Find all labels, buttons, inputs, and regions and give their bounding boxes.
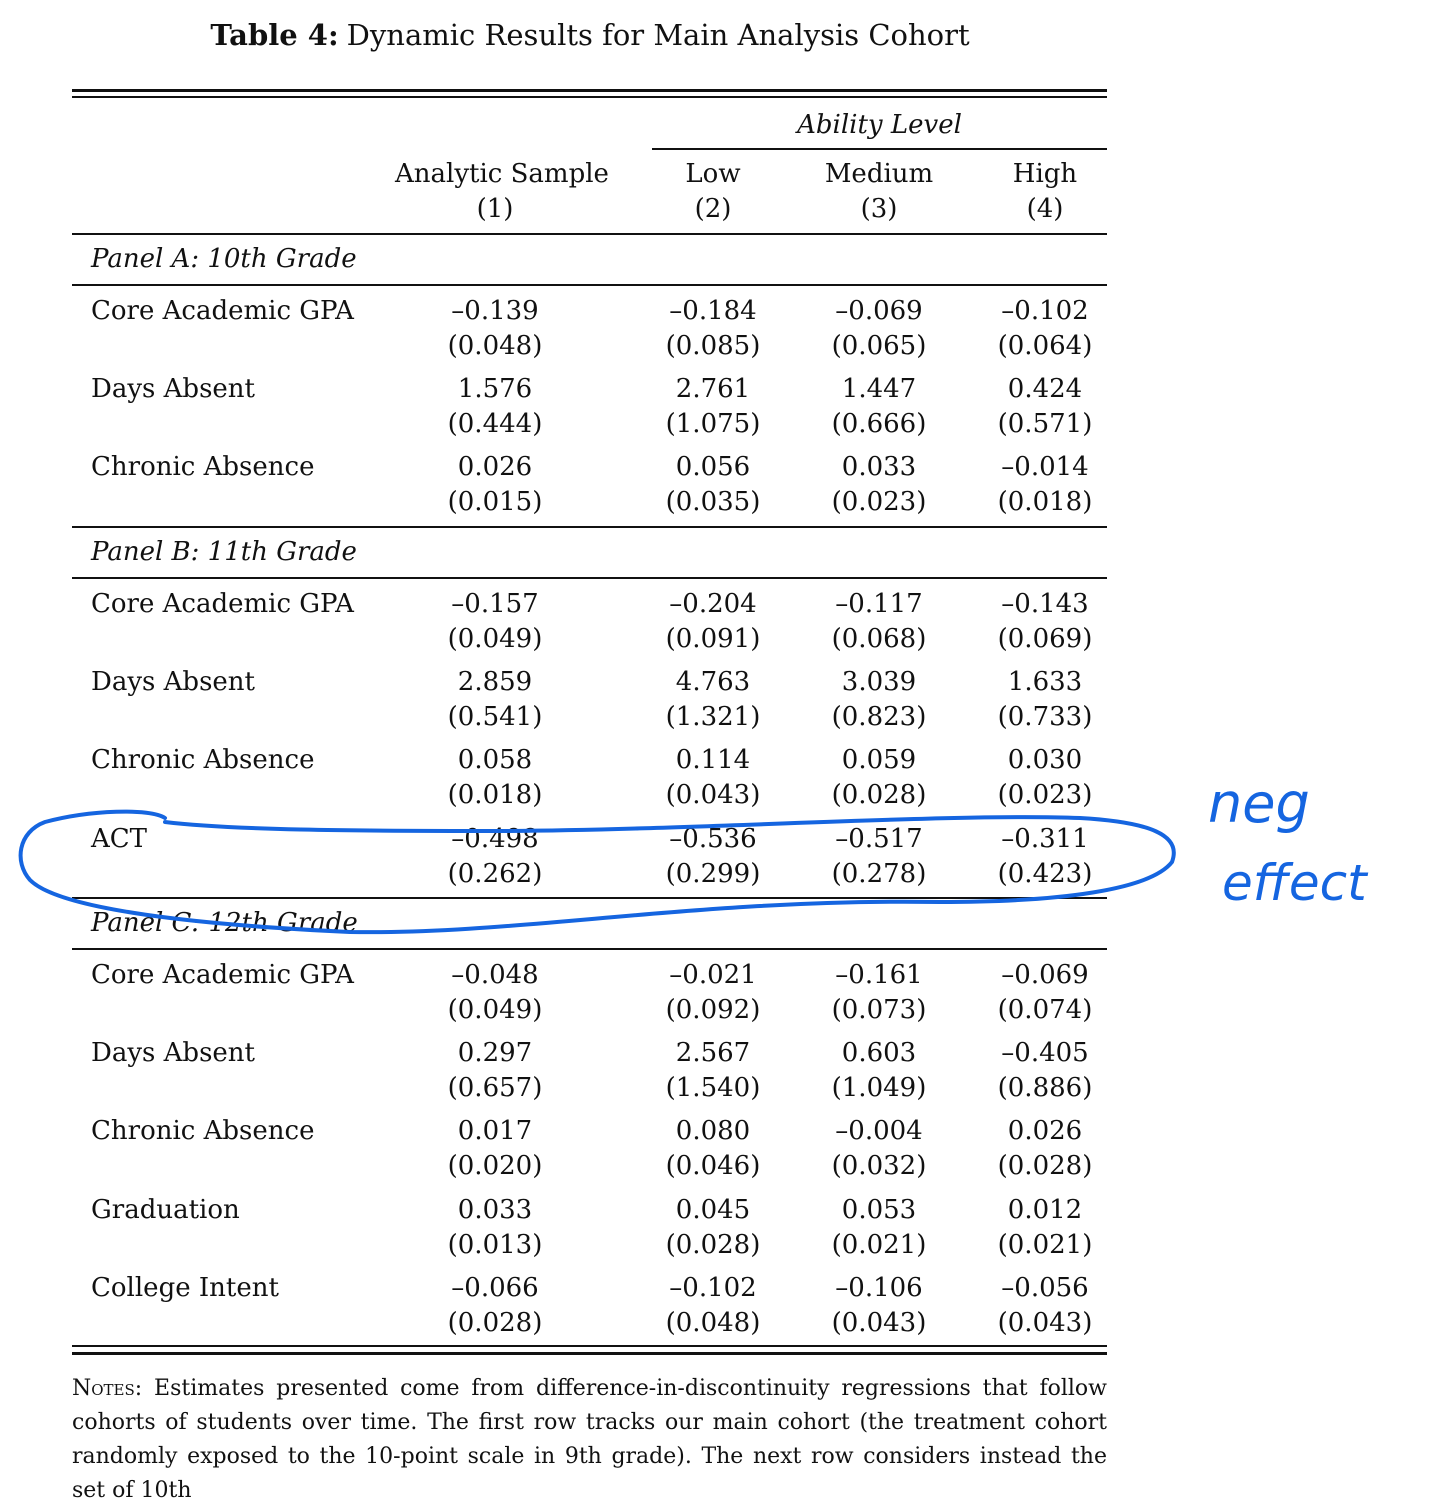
estimate-cell: –0.066 <box>451 1272 539 1303</box>
estimate-cell: 2.859 <box>457 667 533 698</box>
std-error-cell: (0.278) <box>831 858 927 889</box>
row-label: Core Academic GPA <box>91 960 354 990</box>
estimate-cell: –0.204 <box>669 589 757 619</box>
notes-text: Estimates presented come from difference-in-discontinuity regressions that follow cohorts of students over time. The first row tracks our main cohort (the treatment cohort randomly exposed to the 10-point scale in 9th grade). The next row considers instead the set of 10th <box>72 1376 1108 1503</box>
estimate-cell: –0.117 <box>835 589 923 619</box>
std-error-cell: (0.657) <box>447 1073 543 1104</box>
notes-label: Notes: <box>72 1376 143 1401</box>
estimate-cell: 0.017 <box>457 1116 533 1147</box>
row-label: Chronic Absence <box>91 1116 315 1147</box>
estimate-cell: 0.059 <box>841 745 917 776</box>
column-number: (2) <box>694 194 732 224</box>
estimate-cell: 0.603 <box>841 1038 917 1069</box>
estimate-cell: 2.567 <box>675 1038 751 1069</box>
std-error-cell: (0.444) <box>447 409 543 440</box>
estimate-cell: 0.424 <box>1007 374 1083 405</box>
estimate-cell: –0.069 <box>1001 960 1089 990</box>
estimate-cell: –0.014 <box>1001 452 1089 483</box>
std-error-cell: (0.085) <box>665 331 761 361</box>
estimate-cell: 0.080 <box>675 1116 751 1147</box>
estimate-cell: 0.026 <box>1007 1116 1083 1147</box>
std-error-cell: (0.048) <box>447 331 543 361</box>
std-error-cell: (1.075) <box>665 409 761 440</box>
std-error-cell: (0.064) <box>997 331 1093 361</box>
std-error-cell: (0.028) <box>831 780 927 811</box>
column-header: High <box>1012 159 1078 189</box>
estimate-cell: 1.447 <box>841 374 917 405</box>
std-error-cell: (0.073) <box>831 995 927 1025</box>
column-header: Low <box>685 159 741 189</box>
row-label: College Intent <box>91 1272 279 1303</box>
std-error-cell: (0.068) <box>831 624 927 654</box>
ellipse-annotation <box>21 812 1174 933</box>
estimate-cell: 0.033 <box>457 1194 533 1225</box>
column-header: Analytic Sample <box>395 159 609 189</box>
estimate-cell: –0.004 <box>835 1116 923 1147</box>
std-error-cell: (1.540) <box>665 1073 761 1104</box>
estimate-cell: 0.297 <box>457 1038 533 1069</box>
estimate-cell: –0.405 <box>1001 1038 1089 1069</box>
estimate-cell: –0.161 <box>835 960 923 990</box>
std-error-cell: (0.032) <box>831 1151 927 1182</box>
std-error-cell: (0.043) <box>997 1307 1093 1338</box>
estimate-cell: –0.069 <box>835 296 923 326</box>
row-label: ACT <box>91 823 148 854</box>
estimate-cell: 2.761 <box>675 374 751 405</box>
row-label: Days Absent <box>91 1038 255 1069</box>
estimate-cell: 1.633 <box>1007 667 1083 698</box>
ability-level-header: Ability Level <box>797 110 962 140</box>
estimate-cell: 4.763 <box>675 667 751 698</box>
std-error-cell: (0.023) <box>831 487 927 518</box>
std-error-cell: (1.049) <box>831 1073 927 1104</box>
std-error-cell: (0.013) <box>447 1229 543 1260</box>
std-error-cell: (0.028) <box>665 1229 761 1260</box>
std-error-cell: (0.021) <box>831 1229 927 1260</box>
std-error-cell: (0.823) <box>831 702 927 733</box>
panel-title: Panel B: 11th Grade <box>91 537 357 567</box>
row-label: Core Academic GPA <box>91 589 354 619</box>
estimate-cell: 0.114 <box>675 745 751 776</box>
std-error-cell: (0.028) <box>997 1151 1093 1182</box>
estimate-cell: –0.143 <box>1001 589 1089 619</box>
estimate-cell: 1.576 <box>457 374 533 405</box>
estimate-cell: –0.311 <box>1001 823 1089 854</box>
estimate-cell: 3.039 <box>841 667 917 698</box>
std-error-cell: (0.035) <box>665 487 761 518</box>
std-error-cell: (0.666) <box>831 409 927 440</box>
estimate-cell: –0.106 <box>835 1272 923 1303</box>
std-error-cell: (0.886) <box>997 1073 1093 1104</box>
row-label: Chronic Absence <box>91 452 315 483</box>
std-error-cell: (0.299) <box>665 858 761 889</box>
estimate-cell: 0.030 <box>1007 745 1083 776</box>
annotation-line2: effect <box>1222 854 1367 912</box>
column-number: (1) <box>476 194 514 224</box>
estimate-cell: 0.045 <box>675 1194 751 1225</box>
column-header: Medium <box>824 159 934 189</box>
std-error-cell: (0.043) <box>831 1307 927 1338</box>
annotation-line1: neg <box>1208 772 1310 835</box>
estimate-cell: 0.033 <box>841 452 917 483</box>
panel-title: Panel A: 10th Grade <box>91 244 357 274</box>
estimate-cell: –0.536 <box>669 823 757 854</box>
estimate-cell: 0.053 <box>841 1194 917 1225</box>
column-number: (3) <box>860 194 898 224</box>
std-error-cell: (0.046) <box>665 1151 761 1182</box>
std-error-cell: (0.262) <box>447 858 543 889</box>
std-error-cell: (0.018) <box>997 487 1093 518</box>
estimate-cell: –0.498 <box>451 823 539 854</box>
estimate-cell: –0.517 <box>835 823 923 854</box>
std-error-cell: (0.049) <box>447 995 543 1025</box>
std-error-cell: (0.092) <box>665 995 761 1025</box>
std-error-cell: (0.541) <box>447 702 543 733</box>
estimate-cell: 0.026 <box>457 452 533 483</box>
std-error-cell: (0.023) <box>997 780 1093 811</box>
std-error-cell: (0.020) <box>447 1151 543 1182</box>
row-label: Days Absent <box>91 667 255 698</box>
std-error-cell: (0.049) <box>447 624 543 654</box>
row-label: Days Absent <box>91 374 255 405</box>
std-error-cell: (0.028) <box>447 1307 543 1338</box>
estimate-cell: –0.102 <box>669 1272 757 1303</box>
row-label: Core Academic GPA <box>91 296 354 326</box>
estimate-cell: –0.157 <box>451 589 539 619</box>
std-error-cell: (0.065) <box>831 331 927 361</box>
std-error-cell: (0.048) <box>665 1307 761 1338</box>
std-error-cell: (0.733) <box>997 702 1093 733</box>
std-error-cell: (0.074) <box>997 995 1093 1025</box>
panel-title: Panel C: 12th Grade <box>91 908 358 938</box>
estimate-cell: –0.021 <box>669 960 757 990</box>
std-error-cell: (0.018) <box>447 780 543 811</box>
estimate-cell: 0.058 <box>457 745 533 776</box>
estimate-cell: 0.012 <box>1007 1194 1083 1225</box>
table-number: Table 4: <box>210 18 339 52</box>
std-error-cell: (0.021) <box>997 1229 1093 1260</box>
estimate-cell: –0.102 <box>1001 296 1089 326</box>
table-title-text: Dynamic Results for Main Analysis Cohort <box>346 18 970 52</box>
row-label: Graduation <box>91 1194 240 1225</box>
estimate-cell: –0.048 <box>451 960 539 990</box>
estimate-cell: –0.056 <box>1001 1272 1089 1303</box>
row-label: Chronic Absence <box>91 745 315 776</box>
std-error-cell: (0.091) <box>665 624 761 654</box>
column-number: (4) <box>1026 194 1064 224</box>
std-error-cell: (0.571) <box>997 409 1093 440</box>
std-error-cell: (1.321) <box>665 702 761 733</box>
std-error-cell: (0.015) <box>447 487 543 518</box>
std-error-cell: (0.043) <box>665 780 761 811</box>
std-error-cell: (0.423) <box>997 858 1093 889</box>
estimate-cell: 0.056 <box>675 452 751 483</box>
estimate-cell: –0.184 <box>669 296 757 326</box>
estimate-cell: –0.139 <box>451 296 539 326</box>
std-error-cell: (0.069) <box>997 624 1093 654</box>
